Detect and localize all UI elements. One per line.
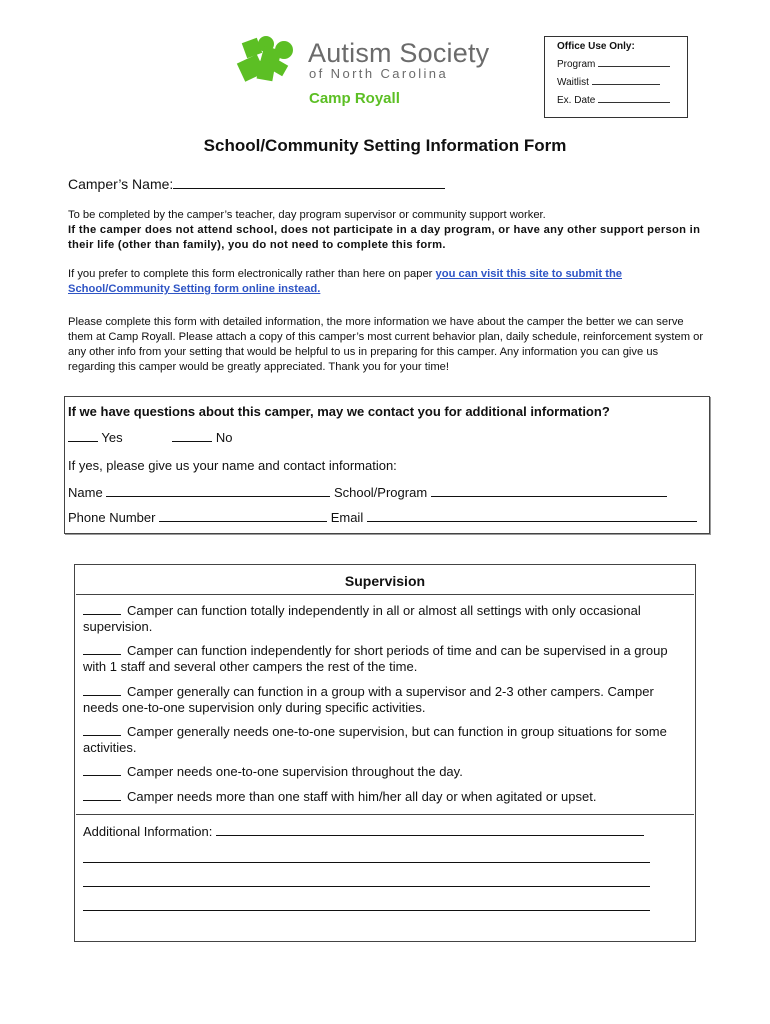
electronic-paragraph <box>68 267 708 297</box>
additional-info-line[interactable] <box>83 910 650 911</box>
option-blank[interactable] <box>83 683 121 696</box>
phone-field[interactable] <box>159 509 327 522</box>
electronic-text: If you prefer to complete this form electronically rather than here on paper <box>68 268 436 280</box>
no-blank[interactable] <box>172 429 212 442</box>
supervision-option[interactable]: Camper can function independently for short periods of time and can be supervised in a group with 1 staff and several other campers the rest of the time. <box>83 643 668 674</box>
intro-bold-text: If the camper does not attend school, does not participate in a day program, or have any other support person in their life (other than family), you do not need to complete this form. <box>68 224 701 251</box>
office-exdate-field[interactable] <box>598 93 670 103</box>
program-name: Camp Royall <box>309 90 400 107</box>
school-field[interactable] <box>431 484 667 497</box>
supervision-option[interactable]: Camper can function totally independently in all or almost all settings with only occasional supervision. <box>83 603 641 634</box>
if-yes-text: If yes, please give us your name and contact information: <box>68 458 397 473</box>
contact-yes-no-row <box>68 429 232 445</box>
option-blank[interactable] <box>83 763 121 776</box>
phone-row <box>68 509 697 525</box>
name-label: Name <box>68 485 103 500</box>
supervision-option[interactable]: Camper needs one-to-one supervision throughout the day. <box>83 763 691 780</box>
phone-label: Phone Number <box>68 510 156 525</box>
yes-blank[interactable] <box>68 429 98 442</box>
details-paragraph: Please complete this form with detailed information, the more information we have about the camper the better we can serve them at Camp Royall. Please attach a copy of this camper’s most current behavior plan, daily schedule, reinforcement system or any other info from your setting that would be helpful to us in preparing for this camper. Any information you can give us regarding this camper would be greatly appreciated. Thank you for your time! <box>68 316 704 373</box>
email-field[interactable] <box>367 509 697 522</box>
no-label: No <box>215 430 233 445</box>
option-blank[interactable] <box>83 788 121 801</box>
office-program-field[interactable] <box>598 57 670 67</box>
additional-info-label: Additional Information: <box>83 824 213 839</box>
office-title: Office Use Only: <box>557 41 635 52</box>
office-program-label: Program <box>557 59 596 70</box>
camper-name-field[interactable] <box>173 174 445 189</box>
school-label: School/Program <box>333 485 428 500</box>
supervision-option[interactable]: Camper needs more than one staff with him/her all day or when agitated or upset. <box>83 788 691 805</box>
online-form-link[interactable]: you can visit this site to submit the School/Community Setting form online instead. <box>68 268 623 295</box>
contact-question: If we have questions about this camper, may we contact you for additional information? <box>68 404 610 419</box>
form-title: School/Community Setting Information Form <box>203 136 567 155</box>
org-subtitle: of North Carolina <box>309 66 449 81</box>
camper-name-label: Camper’s Name: <box>68 176 174 192</box>
email-label: Email <box>330 510 364 525</box>
additional-info-line[interactable] <box>83 886 650 887</box>
org-name: Autism Society <box>308 38 490 68</box>
name-row <box>68 484 667 500</box>
office-exdate-label: Ex. Date <box>557 95 596 106</box>
additional-info-field[interactable] <box>216 823 644 836</box>
supervision-option[interactable]: Camper generally can function in a group with a supervisor and 2-3 other campers. Camper needs one-to-one supervision only during specific activities. <box>83 684 654 715</box>
option-blank[interactable] <box>83 642 121 655</box>
office-waitlist-field[interactable] <box>592 75 660 85</box>
supervision-title: Supervision <box>344 573 426 589</box>
autism-society-logo-icon <box>236 34 300 86</box>
office-waitlist-label: Waitlist <box>557 77 589 88</box>
option-blank[interactable] <box>83 723 121 736</box>
additional-info-line[interactable] <box>83 862 650 863</box>
additional-info-row <box>83 823 644 839</box>
name-field[interactable] <box>106 484 330 497</box>
supervision-option[interactable]: Camper generally needs one-to-one supervision, but can function in group situations for some activities. <box>83 724 667 755</box>
supervision-divider <box>76 814 694 815</box>
yes-label: Yes <box>101 430 123 445</box>
intro-text: To be completed by the camper’s teacher, day program supervisor or community support worker. <box>68 209 546 221</box>
office-use-box <box>544 36 688 118</box>
intro-paragraph <box>68 208 708 253</box>
option-blank[interactable] <box>83 602 121 615</box>
camper-name-row <box>68 174 445 192</box>
